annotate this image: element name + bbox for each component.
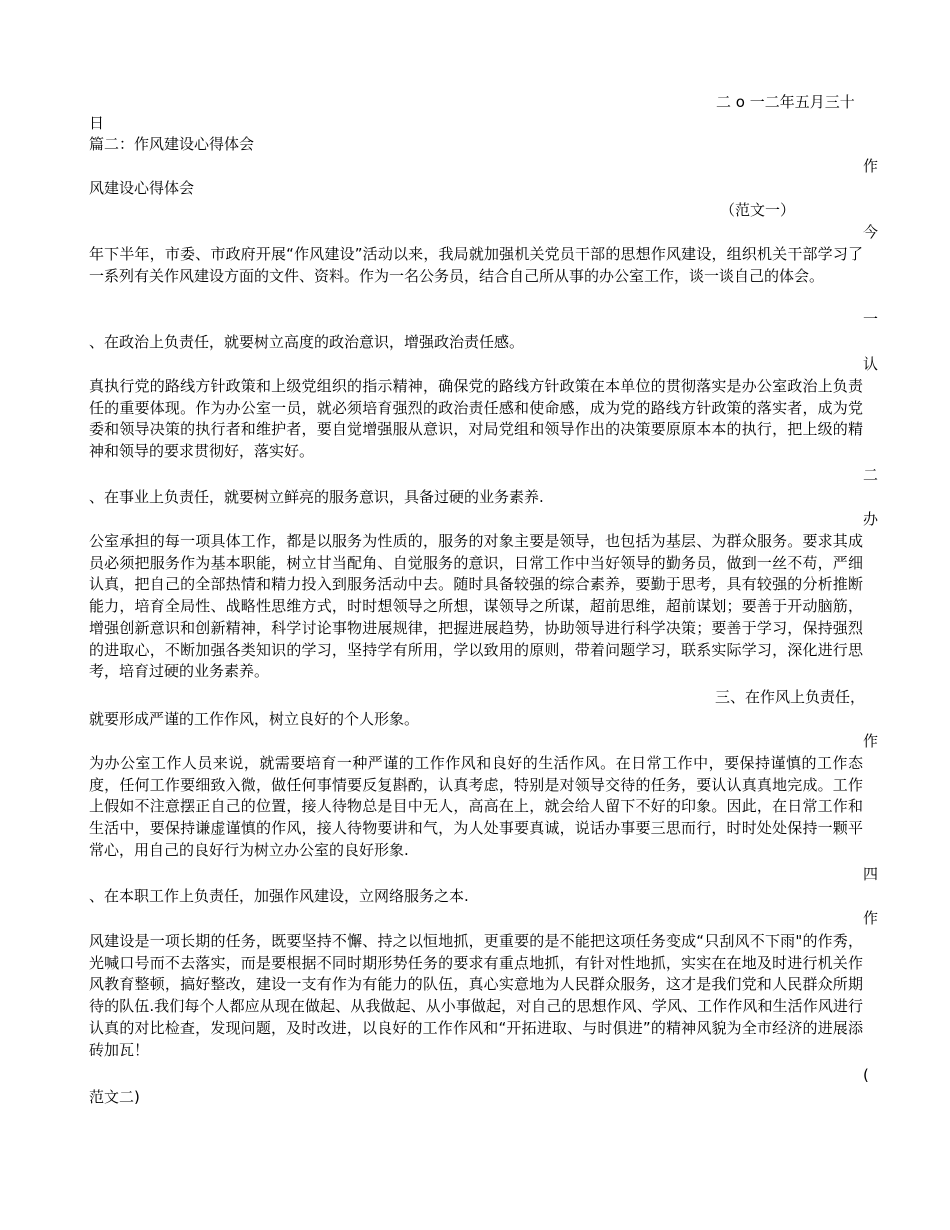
point3-body: 为办公室工作人员来说，就需要培育一种严谨的工作作风和良好的生活作风。在日常工作中，要保持谨慎的工作态度，任何工作要细致入微，做任何事情要反复斟酌，认真考虑，特别是对领导交待的任务，要认认真真地完成。工作上假如不注意摆正自己的位置，接人待物总是目中无人，高高在上，就会给人留下不好的印象。因此，在日常工作和生活中，要保持谦虚谨慎的作风，接人待物要讲和气，为人处事要真诚，说话办事要三思而行，时时处处保持一颗平常心，用自己的良好行为树立办公室的良好形象. [89,754,863,859]
date-tail: 日 [89,114,105,132]
point3-lead: 三、在作风上负责任， [715,688,866,706]
margin-char: 办 [863,510,879,528]
article-heading: 篇二：作风建设心得体会 [89,135,255,153]
point1-body: 真执行党的路线方针政策和上级党组织的指示精神，确保党的路线方针政策在本单位的贯彻落实是办公室政治上负责任的重要体现。作为办公室一员，就必须培育强烈的政治责任感和使命感，成为党的路线方针政策的落实者，成为党委和领导决策的执行者和维护者，要自觉增强服从意识，对局党组和领导作出的决策要原原本本的执行，把上级的精神和领导的要求贯彻好，落实好。 [89,377,863,461]
date-line: 二 o 一二年五月三十 [716,93,855,111]
intro-paragraph: 年下半年，市委、市政府开展“作风建设”活动以来，我局就加强机关党员干部的思想作风建设，组织机关干部学习了一系列有关作风建设方面的文件、资料。作为一名公务员，结合自己所从事的办公室工作，谈一谈自己的体会。 [89,245,863,285]
sample1-label: （范文一） [720,201,796,219]
point2-body: 公室承担的每一项具体工作，都是以服务为性质的，服务的对象主要是领导，也包括为基层、为群众服务。要求其成员必须把服务作为基本职能，树立甘当配角、自觉服务的意识，日常工作中当好领导的勤务员，做到一丝不苟，严细认真，把自己的全部热情和精力投入到服务活动中去。随时具备较强的综合素养，要勤于思考，具有较强的分析推断能力，培育全局性、战略性思维方式，时时想领导之所想，谋领导之所谋，超前思维，超前谋划；要善于开动脑筋，增强创新意识和创新精神，科学讨论事物进展规律，把握进展趋势，协助领导进行科学决策；要善于学习，保持强烈的进取心，不断加强各类知识的学习，坚持学有所用，学以致用的原则，带着问题学习，联系实际学习，深化进行思考，培育过硬的业务素养。 [89,532,863,681]
margin-char: 二 [863,466,879,484]
sample2-label: 范文二) [89,1088,140,1106]
margin-char: 今 [863,223,879,241]
margin-char: 作 [863,909,879,927]
point4-body: 风建设是一项长期的任务，既要坚持不懈、持之以恒地抓，更重要的是不能把这项任务变成“只刮风不下雨"的作秀，光喊口号而不去落实，而是要根据不同时期形势任务的要求有重点地抓，有针对性地抓，实实在在地及时进行机关作风教育整顿，搞好整改，建设一支有作为有能力的队伍，真心实意地为人民群众服务，这才是我们党和人民群众所期待的队伍.我们每个人都应从现在做起、从我做起、从小事做起，对自己的思想作风、学风、工作作风和生活作风进行认真的对比检查，发现问题，及时改进，以良好的工作作风和“开拓进取、与时俱进”的精神风貌为全市经济的进展添砖加瓦！ [89,932,863,1059]
point4-heading: 、在本职工作上负责任，加强作风建设，立网络服务之本. [89,887,469,905]
point2-heading: 、在事业上负责任，就要树立鲜亮的服务意识，具备过硬的业务素养. [89,488,544,506]
margin-char: 作 [863,732,879,750]
point1-heading: 、在政治上负责任，就要树立高度的政治意识，增强政治责任感。 [89,333,525,351]
margin-char: ( [863,1066,869,1084]
subtitle: 风建设心得体会 [89,179,195,197]
margin-char: 四 [863,865,879,883]
point3-heading: 就要形成严谨的工作作风，树立良好的个人形象。 [89,710,420,728]
margin-char: 一 [863,310,879,328]
margin-char: 作 [863,157,879,175]
margin-char: 认 [863,355,879,373]
